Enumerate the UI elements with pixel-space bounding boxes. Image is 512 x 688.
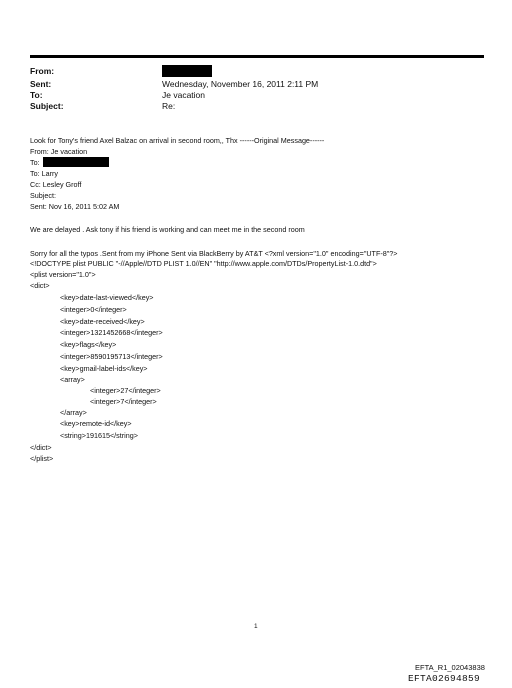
- dict-open: <dict>: [30, 281, 50, 290]
- to-value: Je vacation: [162, 90, 205, 100]
- value-line: <integer>1321452668</integer>: [60, 328, 163, 337]
- dict-close: </dict>: [30, 443, 52, 452]
- sent-value: Wednesday, November 16, 2011 2:11 PM: [162, 79, 319, 89]
- plist-open: <plist version="1.0">: [30, 270, 96, 279]
- array-item: <integer>7</integer>: [90, 397, 157, 406]
- array-open: <array>: [60, 375, 85, 384]
- bates-stamp-large: EFTA02694859: [408, 673, 481, 684]
- from-redaction: [162, 65, 212, 77]
- to-label: To:: [30, 90, 43, 100]
- value-line: <integer>0</integer>: [60, 305, 127, 314]
- from-label: From:: [30, 66, 55, 76]
- key-line: <key>gmail-label-ids</key>: [60, 364, 148, 373]
- array-close: </array>: [60, 408, 87, 417]
- array-item: <integer>27</integer>: [90, 386, 161, 395]
- orig-subject: Subject:: [30, 191, 56, 200]
- value-line: <string>191615</string>: [60, 431, 138, 440]
- intro-line: Look for Tony's friend Axel Balzac on arrival in second room,, Thx ------Original Message------: [30, 136, 325, 145]
- bates-stamp-small: EFTA_R1_02043838: [415, 663, 485, 672]
- page-number: 1: [254, 623, 258, 630]
- to-redaction: [43, 157, 109, 167]
- plist-close: </plist>: [30, 454, 54, 463]
- orig-cc: Cc: Lesley Groff: [30, 180, 82, 189]
- sorry-line: Sorry for all the typos .Sent from my iPhone Sent via BlackBerry by AT&T <?xml version="1.0" encoding="UTF-8"?>: [30, 249, 398, 258]
- doctype-line: <!DOCTYPE plist PUBLIC "-//Apple//DTD PLIST 1.0//EN" "http://www.apple.com/DTDs/PropertyList-1.0.dtd">: [30, 259, 377, 268]
- orig-from: From: Je vacation: [30, 147, 88, 156]
- key-line: <key>flags</key>: [60, 340, 117, 349]
- key-line: <key>date-last-viewed</key>: [60, 293, 154, 302]
- orig-sent: Sent: Nov 16, 2011 5:02 AM: [30, 202, 120, 211]
- sent-label: Sent:: [30, 79, 52, 89]
- key-line: <key>date-received</key>: [60, 317, 145, 326]
- orig-to-label: To:: [30, 158, 40, 167]
- value-line: <integer>8590195713</integer>: [60, 352, 163, 361]
- key-line: <key>remote-id</key>: [60, 419, 132, 428]
- orig-to2: To: Larry: [30, 169, 58, 178]
- delayed-line: We are delayed . Ask tony if his friend is working and can meet me in the second room: [30, 225, 305, 234]
- header-rule: [30, 55, 484, 58]
- subject-label: Subject:: [30, 101, 64, 111]
- subject-value: Re:: [162, 101, 176, 111]
